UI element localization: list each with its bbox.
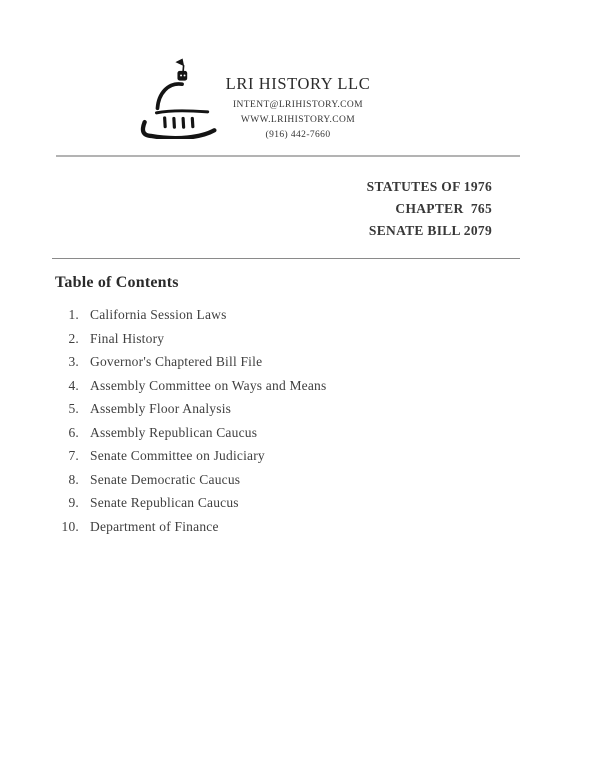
toc-item-number: 2. <box>68 330 79 346</box>
toc-item <box>55 444 326 468</box>
toc-item-number: 10. <box>61 518 79 534</box>
toc-item-label: Assembly Committee on Ways and Means <box>90 377 327 393</box>
chapter-line: CHAPTER 765 <box>395 201 492 216</box>
statute-reference <box>367 176 492 242</box>
toc-item-label: Assembly Floor Analysis <box>90 401 232 416</box>
toc-item-label: Governor's Chaptered Bill File <box>90 354 263 369</box>
toc-item <box>55 350 326 374</box>
toc-item-label: Senate Democratic Caucus <box>90 471 241 487</box>
toc-item-label: California Session Laws <box>90 307 227 322</box>
company-website: WWW.LRIHISTORY.COM <box>240 115 356 125</box>
company-phone: (916) 442-7660 <box>265 130 331 140</box>
toc-item-label: Department of Finance <box>90 518 219 534</box>
toc-item-number: 7. <box>68 448 79 463</box>
toc-item-number: 9. <box>68 495 79 510</box>
toc-title: Table of Contents <box>55 274 179 291</box>
toc-item <box>55 303 326 327</box>
toc-item-label: Assembly Republican Caucus <box>90 424 258 440</box>
company-name: LRI HISTORY LLC <box>225 74 371 93</box>
toc-item <box>55 491 326 515</box>
horizontal-rule-top <box>56 155 520 157</box>
toc-item-number: 6. <box>68 424 79 440</box>
toc-item-number: 5. <box>68 401 79 416</box>
toc-item <box>55 327 326 351</box>
toc-item <box>55 397 326 421</box>
toc-list <box>55 303 326 538</box>
company-email: INTENT@LRIHISTORY.COM <box>232 100 363 110</box>
toc-item <box>55 421 326 445</box>
toc-item-number: 3. <box>68 354 79 369</box>
toc-item-number: 8. <box>68 471 79 487</box>
toc-item <box>55 374 326 398</box>
toc-item <box>55 468 326 492</box>
toc-item-number: 1. <box>68 307 79 322</box>
toc-item-number: 4. <box>68 377 79 393</box>
toc-item-label: Final History <box>90 330 165 346</box>
horizontal-rule-bottom <box>52 258 520 259</box>
senate-bill-line: SENATE BILL 2079 <box>368 223 492 238</box>
toc-item-label: Senate Committee on Judiciary <box>90 448 265 463</box>
statutes-line: STATUTES OF 1976 <box>366 179 492 194</box>
toc-item <box>55 515 326 539</box>
letterhead <box>188 72 408 143</box>
toc-item-label: Senate Republican Caucus <box>90 495 239 510</box>
